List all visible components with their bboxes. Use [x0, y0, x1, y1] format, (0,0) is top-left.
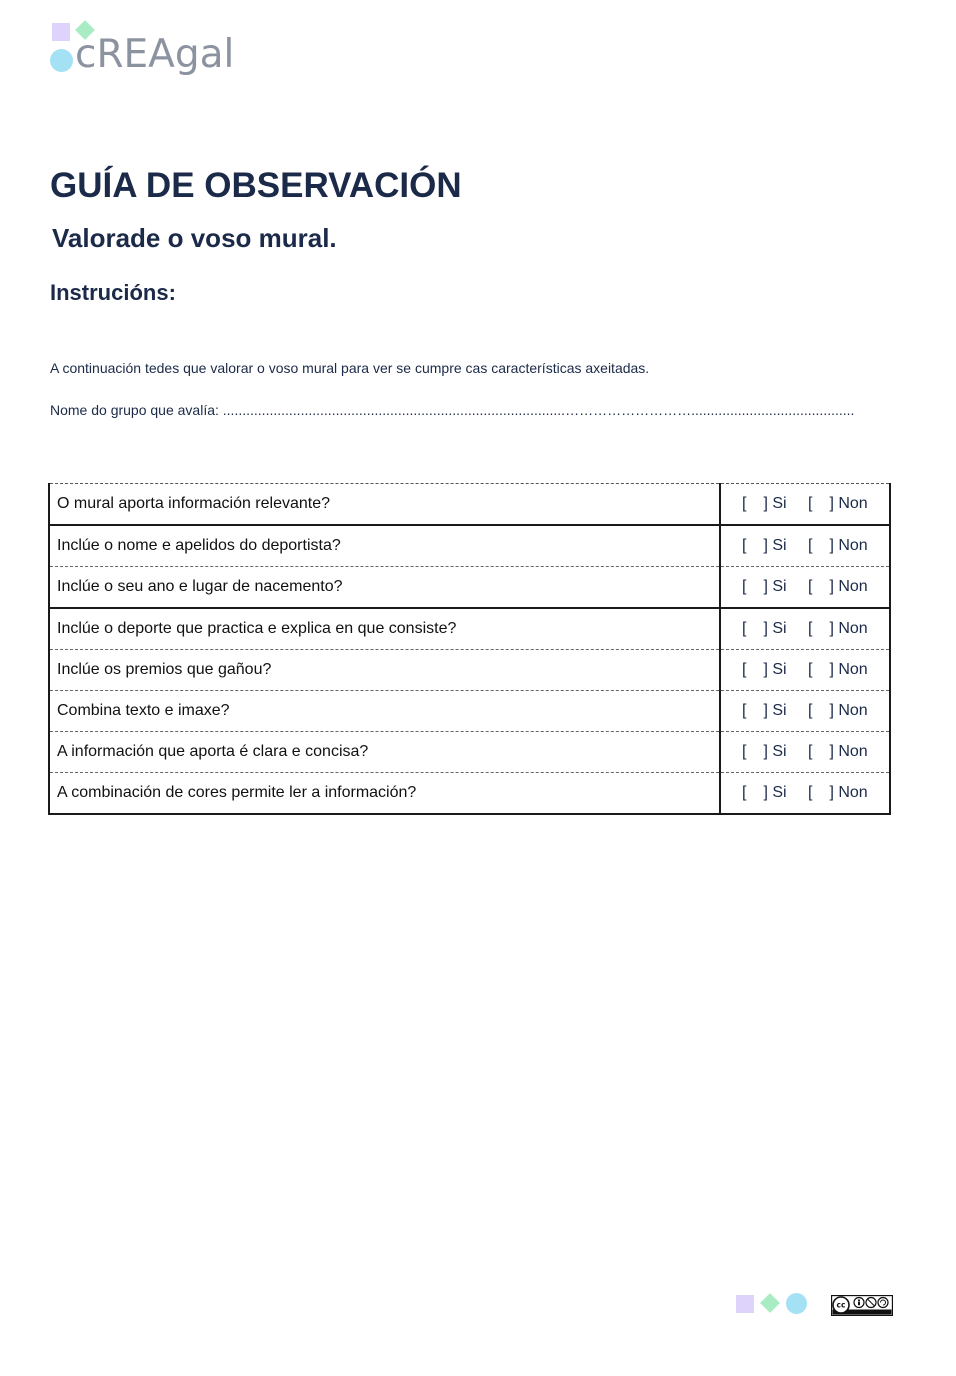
- checklist-options: [720, 650, 890, 691]
- no-checkbox[interactable]: [ ] Non: [808, 702, 868, 719]
- checklist-question: Inclúe o seu ano e lugar de nacemento?: [49, 567, 720, 609]
- no-checkbox[interactable]: [ ] Non: [808, 578, 868, 595]
- checklist-options: [720, 691, 890, 732]
- checklist-question: Inclúe os premios que gañou?: [49, 650, 720, 691]
- observation-checklist: [48, 483, 891, 815]
- yes-checkbox[interactable]: [ ] Si: [742, 620, 787, 637]
- yes-checkbox[interactable]: [ ] Si: [742, 578, 787, 595]
- footer-shapes: [736, 1293, 816, 1317]
- svg-text:cc: cc: [836, 1300, 846, 1310]
- logo-square-shape: [52, 23, 70, 41]
- checklist-options: [720, 525, 890, 567]
- checklist-row: [49, 650, 890, 691]
- yes-checkbox[interactable]: [ ] Si: [742, 784, 787, 801]
- checklist-options: [720, 608, 890, 650]
- checklist-row: [49, 484, 890, 526]
- yes-checkbox[interactable]: [ ] Si: [742, 495, 787, 512]
- checklist-row: [49, 608, 890, 650]
- no-checkbox[interactable]: [ ] Non: [808, 784, 868, 801]
- checklist-row: [49, 567, 890, 609]
- checklist-question: Inclúe o nome e apelidos do deportista?: [49, 525, 720, 567]
- checklist-row: [49, 732, 890, 773]
- no-checkbox[interactable]: [ ] Non: [808, 743, 868, 760]
- group-name-blank[interactable]: ........................................................................................………………………..........................................: [222, 402, 855, 418]
- checklist-options: [720, 773, 890, 815]
- checklist-options: [720, 484, 890, 526]
- group-name-label: Nome do grupo que avalía:: [50, 402, 223, 418]
- checklist-row: [49, 773, 890, 815]
- checklist-row: [49, 525, 890, 567]
- cc-license-icon: [831, 1295, 893, 1316]
- yes-checkbox[interactable]: [ ] Si: [742, 702, 787, 719]
- checklist-question: A combinación de cores permite ler a información?: [49, 773, 720, 815]
- page-title: GUÍA DE OBSERVACIÓN: [50, 166, 462, 205]
- footer-diamond-shape: [760, 1293, 780, 1313]
- page-subtitle: Valorade o voso mural.: [52, 223, 337, 253]
- yes-checkbox[interactable]: [ ] Si: [742, 661, 787, 678]
- yes-checkbox[interactable]: [ ] Si: [742, 743, 787, 760]
- no-checkbox[interactable]: [ ] Non: [808, 620, 868, 637]
- creagal-logo: [50, 20, 250, 84]
- yes-checkbox[interactable]: [ ] Si: [742, 537, 787, 554]
- checklist-question: O mural aporta información relevante?: [49, 484, 720, 526]
- checklist-question: A información que aporta é clara e concisa?: [49, 732, 720, 773]
- checklist-question: Inclúe o deporte que practica e explica en que consiste?: [49, 608, 720, 650]
- checklist-question: Combina texto e imaxe?: [49, 691, 720, 732]
- instructions-heading: Instrucións:: [50, 280, 176, 305]
- group-name-field[interactable]: [50, 401, 854, 419]
- footer-square-shape: [736, 1295, 754, 1313]
- checklist-row: [49, 691, 890, 732]
- no-checkbox[interactable]: [ ] Non: [808, 661, 868, 678]
- checklist-options: [720, 567, 890, 609]
- instructions-text: A continuación tedes que valorar o voso mural para ver se cumpre cas características axeitadas.: [50, 360, 650, 376]
- footer-circle-shape: [786, 1293, 807, 1314]
- logo-wordmark: cREAgal: [75, 32, 235, 77]
- checklist-options: [720, 732, 890, 773]
- logo-circle-shape: [50, 49, 73, 72]
- no-checkbox[interactable]: [ ] Non: [808, 537, 868, 554]
- no-checkbox[interactable]: [ ] Non: [808, 495, 868, 512]
